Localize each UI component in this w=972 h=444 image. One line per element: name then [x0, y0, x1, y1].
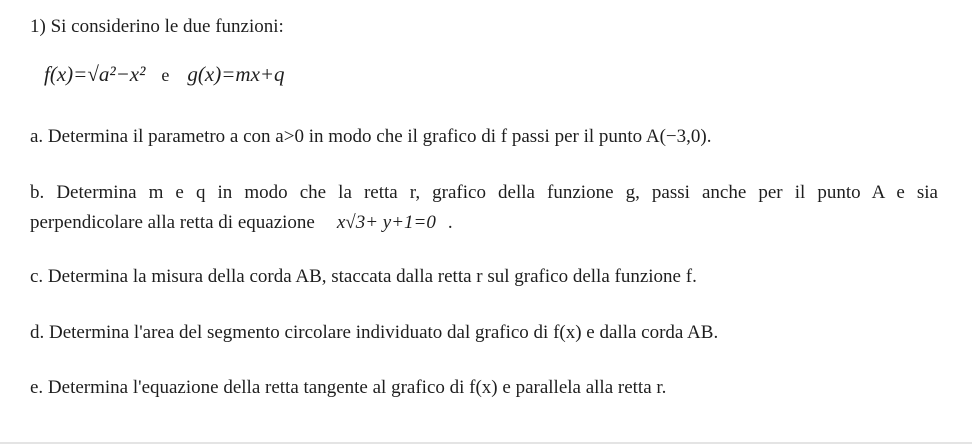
question-b-line2	[30, 212, 453, 234]
question-d: d. Determina l'area del segmento circolare individuato dal grafico di f(x) e dalla corda AB.	[30, 322, 719, 343]
question-b-line1: b. Determina m e q in modo che la retta r, grafico della funzione g, passi anche per il punto A e sia	[30, 182, 938, 203]
question-b-period: .	[447, 212, 453, 233]
function-g-formula: g(x)=mx+q	[187, 62, 285, 86]
formula-separator: e	[161, 65, 170, 85]
function-f-formula: f(x)=√a²−x²	[44, 62, 146, 86]
function-definitions	[44, 62, 285, 87]
question-e: e. Determina l'equazione della retta tangente al grafico di f(x) e parallela alla retta r.	[30, 377, 667, 398]
question-c: c. Determina la misura della corda AB, staccata dalla retta r sul grafico della funzione f.	[30, 266, 697, 287]
exercise-heading: 1) Si considerino le due funzioni:	[30, 16, 284, 37]
question-a: a. Determina il parametro a con a>0 in modo che il grafico di f passi per il punto A(−3,0).	[30, 126, 712, 147]
question-b-text: perpendicolare alla retta di equazione	[30, 212, 315, 233]
line-equation: x√3+ y+1=0	[336, 212, 436, 233]
